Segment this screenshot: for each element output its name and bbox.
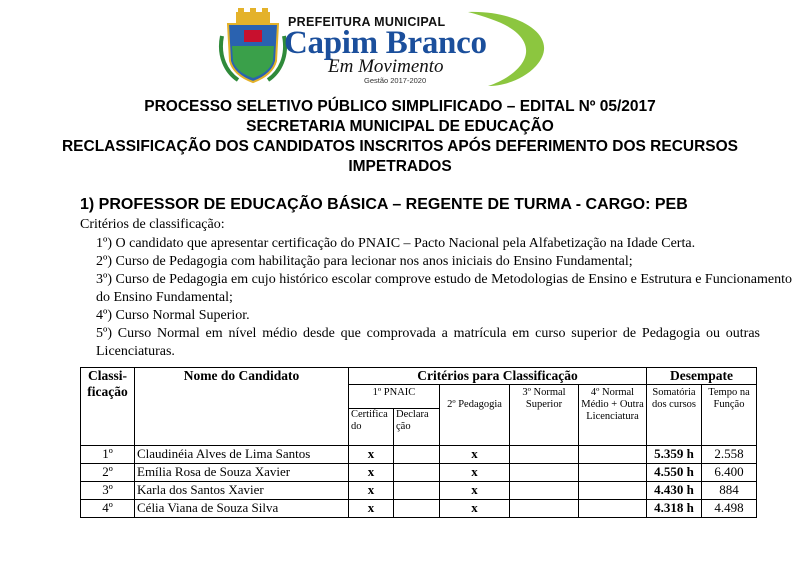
criterion-3: 3º) Curso de Pedagogia em cujo histórico escolar comprove estudo de Metodologias de Ensino e Estrutura e Funcionamento: [96, 272, 793, 287]
col-header-pnaic: 1º PNAIC: [349, 385, 440, 409]
edital-title: PROCESSO SELETIVO PÚBLICO SIMPLIFICADO – EDITAL Nº 05/2017: [144, 98, 656, 115]
row-name: Emília Rosa de Souza Xavier: [135, 464, 349, 482]
col-header-normal-medio: 4º Normal Médio + Outra Licenciatura: [579, 385, 647, 446]
row-tempo: 4.498: [702, 500, 757, 518]
col-header-tempo: Tempo na Função: [702, 385, 757, 446]
col-header-criterios: Critérios para Classificação: [349, 368, 647, 385]
logo-prefeitura-text: PREFEITURA MUNICIPAL: [288, 15, 446, 29]
row-certificado: x: [349, 464, 394, 482]
row-declaracao: [394, 464, 440, 482]
row-declaracao: [394, 500, 440, 518]
row-position: 2º: [81, 464, 135, 482]
row-normal-medio: [579, 500, 647, 518]
row-normal-medio: [579, 446, 647, 464]
row-certificado: x: [349, 500, 394, 518]
col-header-pedagogia: 2º Pedagogia: [440, 385, 510, 446]
col-header-certificado: Certifica do: [349, 409, 394, 446]
reclassificacao-title: RECLASSIFICAÇÃO DOS CANDIDATOS INSCRITOS APÓS DEFERIMENTO DOS RECURSOS: [61, 138, 739, 155]
row-somatoria: 4.318 h: [647, 500, 702, 518]
logo-gestao: Gestão 2017-2020: [364, 76, 427, 85]
table-row: [81, 500, 757, 518]
criterion-2: 2º) Curso de Pedagogia com habilitação para lecionar nos anos iniciais do Ensino Fundamental;: [96, 254, 633, 269]
classification-table: [80, 367, 757, 518]
table-row: [81, 464, 757, 482]
col-header-nome: Nome do Candidato: [135, 368, 349, 446]
secretaria-title: SECRETARIA MUNICIPAL DE EDUCAÇÃO: [246, 118, 554, 135]
row-certificado: x: [349, 482, 394, 500]
criteria-label: Critérios de classificação:: [80, 217, 225, 232]
logo-subtitle: Em Movimento: [328, 56, 444, 77]
logo-city-name: Capim Branco: [284, 25, 487, 61]
row-position: 3º: [81, 482, 135, 500]
row-position: 4º: [81, 500, 135, 518]
table-row: [81, 482, 757, 500]
row-normal-superior: [510, 500, 579, 518]
col-header-declaracao: Declara ção: [394, 409, 440, 446]
col-header-desempate: Desempate: [647, 368, 757, 385]
row-declaracao: [394, 446, 440, 464]
criterion-3-cont: do Ensino Fundamental;: [96, 290, 233, 305]
row-somatoria: 4.550 h: [647, 464, 702, 482]
row-pedagogia: x: [440, 500, 510, 518]
row-normal-superior: [510, 482, 579, 500]
row-tempo: 6.400: [702, 464, 757, 482]
criterion-4: 4º) Curso Normal Superior.: [96, 308, 250, 323]
col-header-somatoria: Somatória dos cursos: [647, 385, 702, 446]
criterion-1: 1º) O candidato que apresentar certificação do PNAIC – Pacto Nacional pela Alfabetização na Idade Certa.: [96, 236, 696, 251]
criterion-5-cont: Licenciaturas.: [96, 344, 175, 359]
municipal-logo: [218, 6, 558, 86]
criterion-5: 5º) Curso Normal em nível médio desde que comprovada a matrícula em curso superior de Pedagogia ou outras: [96, 326, 760, 341]
row-position: 1º: [81, 446, 135, 464]
reclassificacao-title-cont: IMPETRADOS: [348, 158, 452, 175]
table-row: [81, 446, 757, 464]
row-pedagogia: x: [440, 446, 510, 464]
row-normal-medio: [579, 482, 647, 500]
row-pedagogia: x: [440, 464, 510, 482]
col-header-classificacao: Classi- ficação: [81, 368, 135, 446]
row-name: Célia Viana de Souza Silva: [135, 500, 349, 518]
row-normal-medio: [579, 464, 647, 482]
row-somatoria: 4.430 h: [647, 482, 702, 500]
row-normal-superior: [510, 446, 579, 464]
row-somatoria: 5.359 h: [647, 446, 702, 464]
row-certificado: x: [349, 446, 394, 464]
row-declaracao: [394, 482, 440, 500]
row-name: Claudinéia Alves de Lima Santos: [135, 446, 349, 464]
row-normal-superior: [510, 464, 579, 482]
col-header-normal-superior: 3º Normal Superior: [510, 385, 579, 446]
section-title: 1) PROFESSOR DE EDUCAÇÃO BÁSICA – REGENTE DE TURMA - CARGO: PEB: [80, 196, 688, 213]
row-tempo: 884: [702, 482, 757, 500]
row-pedagogia: x: [440, 482, 510, 500]
row-name: Karla dos Santos Xavier: [135, 482, 349, 500]
row-tempo: 2.558: [702, 446, 757, 464]
